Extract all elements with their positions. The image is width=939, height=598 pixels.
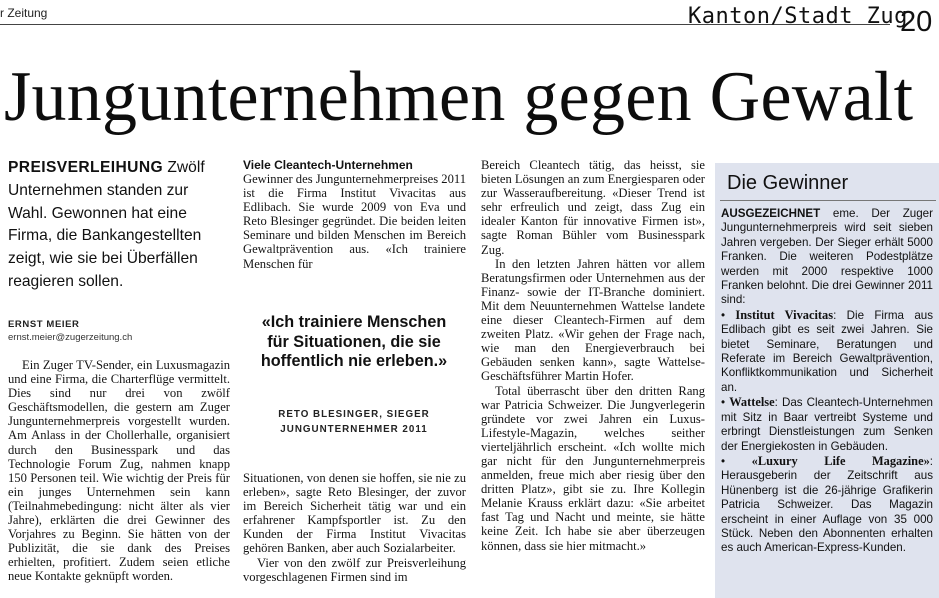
headline: Jungunternehmen gegen Gewalt [4, 58, 914, 136]
lead-text: Zwölf Unternehmen standen zur Wahl. Gewonnen hat eine Firma, die Bankangestellten zeigt, wie sie bei Überfällen reagieren sollen. [8, 159, 205, 290]
body-column-3 [481, 158, 705, 553]
lead-kicker: PREISVERLEIHUNG [8, 159, 164, 176]
winner-name: «Luxury Life Magazine» [751, 453, 930, 468]
winner-item: • «Luxury Life Magazine»: Herausgeberin der Zeitschrift aus Hünenberg ist die 26-jährige Grafikerin Patricia Schweizer. Das Magazin erscheint in einer Auflage von 35 000 Stück. Neben den Abonnenten erhalten es auch American-Express-Kunden. [721, 453, 933, 555]
author-name: ERNST MEIER [8, 319, 80, 330]
lead-paragraph [8, 157, 230, 294]
pull-quote: «Ich trainiere Menschen für Situationen, die sie hoffentlich nie erleben.» [260, 313, 448, 370]
body-paragraph: In den letzten Jahren hätten vor allem Beratungsfirmen oder Unternehmen aus der Finanz- sowie der IT-Branche dominiert. Mit dem Neuunternehmen Wattelse landete eine dieser Cleantech-Firmen auf dem zweiten Platz. «Wir gehen der Frage nach, wie man den Energieverbrauch bei Gebäuden senken kann», sagte Wattelse-Geschäftsführer Martin Hofer. [481, 256, 705, 384]
publication-name: r Zeitung [0, 6, 48, 20]
winners-box-text [721, 207, 933, 556]
body-column-2-bottom [243, 471, 466, 584]
winner-description: : Das Cleantech-Unternehmen mit Sitz in Baar vertreibt Systeme und erbringt Dienstleistungen zum Senken der Energiekosten in Gebäuden. [721, 396, 933, 453]
winner-description: : Herausgeberin der Zeitschrift aus Hünenberg ist die 26-jährige Grafikerin Patricia Schweizer. Das Magazin erscheint in einer Auflage von 35 000 Stück. Neben den Abonnenten erhalten es auch American-Express-Kunden. [721, 454, 933, 555]
winner-name: Wattelse [729, 395, 775, 410]
winner-description: : Die Firma aus Edlibach gibt es seit zwei Jahren. Sie bietet Seminare, Beratungen und Referate im Bereich Gewaltprävention, Konfliktkommunikation und Sicherheit an. [721, 308, 934, 394]
body-paragraph: Vier von den zwölf zur Preisverleihung vorgeschlagenen Firmen sind im [243, 555, 466, 584]
winner-item: • Wattelse: Das Cleantech-Unternehmen mit Sitz in Baar vertreibt Systeme und erbringt Dienstleistungen zum Senken der Energiekosten in Gebäuden. [721, 395, 933, 453]
page-number: 20 [900, 6, 933, 38]
author-email[interactable]: ernst.meier@zugerzeitung.ch [8, 332, 133, 343]
section-title: Kanton/Stadt Zug [688, 4, 908, 29]
body-paragraph: Situationen, von denen sie hoffen, sie nie zu erleben», sagte Reto Blesinger, der zuvor im Bereich Sicherheit tätig war und ein erfahrener Kampfsportler ist. Zu den Kunden der Firma Institut Vivacitas gehören Banken, aber auch Sozialarbeiter. [243, 471, 466, 556]
winner-item: • Institut Vivacitas: Die Firma aus Edlibach gibt es seit zwei Jahren. Sie bietet Seminare, Beratungen und Referate im Bereich Gewaltprävention, Konfliktkommunikation und Sicherheit an. [721, 307, 934, 394]
body-paragraph: Bereich Cleantech tätig, das heisst, sie bieten Lösungen an zum Energiesparen oder zur Wasseraufbereitung. «Dieser Trend ist sehr erfreulich und zeigt, dass Zug ein idealer Kanton für innovative Firmen ist», sagte Roman Bühler vom Businesspark Zug. [481, 158, 705, 257]
winner-name: Institut Vivacitas [735, 307, 834, 322]
body-column-2-top [243, 158, 466, 271]
body-paragraph: Total überrascht über den dritten Rang war Patricia Schweizer. Die Jungverlegerin gründete vor zwei Jahren ein Luxus-Lifestyle-Magazin, welches seither vierteljährlich erscheint. «Ich wollte mich gar nicht für den Jungunternehmerpreis anmelden, freue mich aber riesig über den dritten Platz», gibt sie zu. Ihre Kollegin Melanie Krauss erklärt dazu: «Sie arbeitet fast Tag und Nacht und meinte, sie hätte keine Zeit. Ich habe sie aber überzeugen können, dass sie hier mitmacht.» [481, 383, 705, 553]
winners-intro-text: eme. Der Zuger Jungunternehmerpreis wird seit sieben Jahren vergeben. Der Sieger erhält 5000 Franken. Die weiteren Podestplätze werden mit 2000 respektive 1000 Franken belohnt. Die drei Gewinner 2011 sind: [721, 207, 933, 307]
winners-intro [721, 207, 933, 308]
pull-quote-attribution: RETO BLESINGER, SIEGER JUNGUNTERNEHMER 2011 [278, 409, 430, 435]
winners-box-rule [720, 200, 936, 201]
body-paragraph: Ein Zuger TV-Sender, ein Luxusmagazin und eine Firma, die Charterflüge vermittelt. Dies sind nur drei von zwölf Geschäftsmodellen, die gestern am Zuger Jungunternehmerpreis vorgestellt wurden. Am Anlass in der Chollerhalle, organisiert durch den Businesspark und das Technologie Forum Zug, nahmen knapp 150 Personen teil. Wie wichtig der Preis für ein junges Unternehmen sein kann (Teilnahmebedingung: nicht älter als vier Jahre), erklärten die drei Gewinner des Vorjahres zu Beginn. Sie hätten von der Publizität, die sie dank des Preises erhielten, profitiert. Zudem seien etliche neue Kontakte geknüpft worden. [8, 358, 230, 584]
winners-kicker: AUSGEZEICHNET [721, 207, 821, 220]
winners-box-title: Die Gewinner [727, 172, 849, 194]
subheading: Viele Cleantech-Unternehmen [243, 158, 413, 172]
body-column-1 [8, 358, 230, 584]
body-paragraph: Gewinner des Jungunternehmerpreises 2011 ist die Firma Institut Vivacitas aus Edlibach. Sie wurde 2009 von Eva und Reto Blesinger gegründet. Die beiden leiten Seminare und bilden Menschen im Bereich Gewaltprävention aus. «Ich trainiere Menschen für [243, 172, 467, 271]
